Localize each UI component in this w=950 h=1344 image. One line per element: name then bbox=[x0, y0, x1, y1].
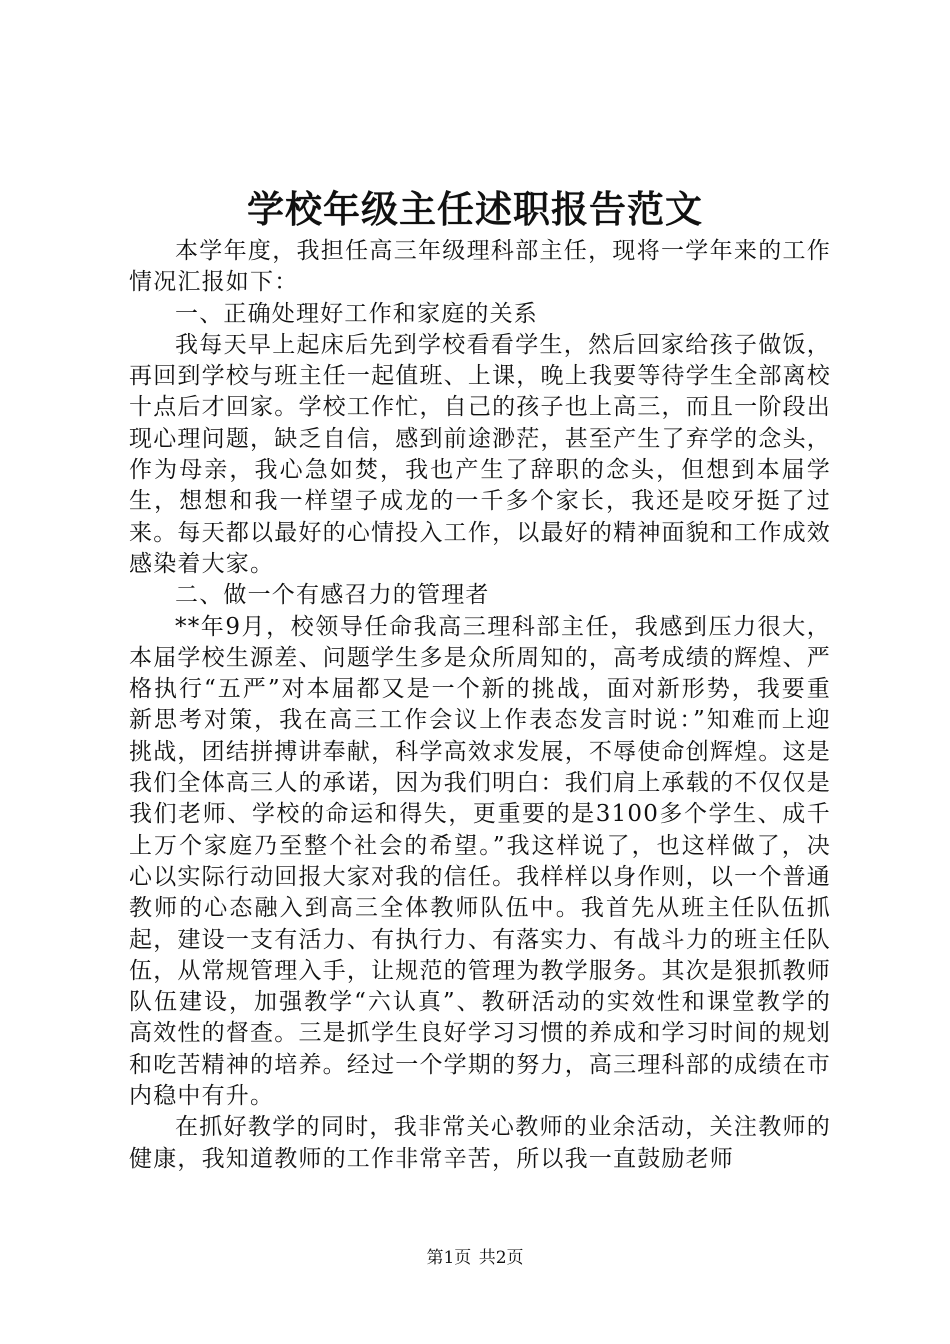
page-footer bbox=[0, 1246, 950, 1270]
paragraph-section-2: **年9月，校领导任命我高三理科部主任，我感到压力很大，本届学校生源差、问题学生多是众所周知的，高考成绩的辉煌、严格执行“五严”对本届都又是一个新的挑战，面对新形势，我要重新思考对策，我在高三工作会议上作表态发言时说：”知难而上迎挑战，团结拼搏讲奉献，科学高效求发展，不辱使命创辉煌。这是我们全体高三人的承诺，因为我们明白：我们肩上承载的不仅仅是我们老师、学校的命运和得失，更重要的是3100多个学生、成千上万个家庭乃至整个社会的希望。”我这样说了，也这样做了，决心以实际行动回报大家对我的信任。我样样以身作则，以一个普通教师的心态融入到高三全体教师队伍中。我首先从班主任队伍抓起，建设一支有活力、有执行力、有落实力、有战斗力的班主任队伍，从常规管理入手，让规范的管理为教学服务。其次是狠抓教师队伍建设，加强教学“六认真”、教研活动的实效性和课堂教学的高效性的督查。三是抓学生良好学习习惯的养成和学习时间的规划和吃苦精神的培养。经过一个学期的努力，高三理科部的成绩在市内稳中有升。 bbox=[129, 613, 831, 1110]
page-total: 共2页 bbox=[478, 1248, 524, 1268]
paragraph-intro: 本学年度，我担任高三年级理科部主任，现将一学年来的工作情况汇报如下： bbox=[129, 238, 831, 296]
section-heading-2: 二、做一个有感召力的管理者 bbox=[175, 582, 490, 609]
paragraph-section-1: 我每天早上起床后先到学校看看学生，然后回家给孩子做饭，再回到学校与班主任一起值班、上课，晚上我要等待学生全部离校十点后才回家。学校工作忙，自己的孩子也上高三，而且一阶段出现心理问题，缺乏自信，感到前途渺茫，甚至产生了弃学的念头，作为母亲，我心急如焚，我也产生了辞职的念头，但想到本届学生，想想和我一样望子成龙的一千多个家长，我还是咬牙挺了过来。每天都以最好的心情投入工作，以最好的精神面貌和工作成效感染着大家。 bbox=[129, 331, 831, 577]
paragraph-continued: 在抓好教学的同时，我非常关心教师的业余活动，关注教师的健康，我知道教师的工作非常辛苦，所以我一直鼓励老师 bbox=[129, 1114, 831, 1172]
page-number: 第1页 bbox=[426, 1248, 472, 1268]
section-heading-1: 一、正确处理好工作和家庭的关系 bbox=[175, 300, 538, 327]
document-title: 学校年级主任述职报告范文 bbox=[247, 187, 703, 231]
document-body bbox=[129, 236, 831, 1175]
